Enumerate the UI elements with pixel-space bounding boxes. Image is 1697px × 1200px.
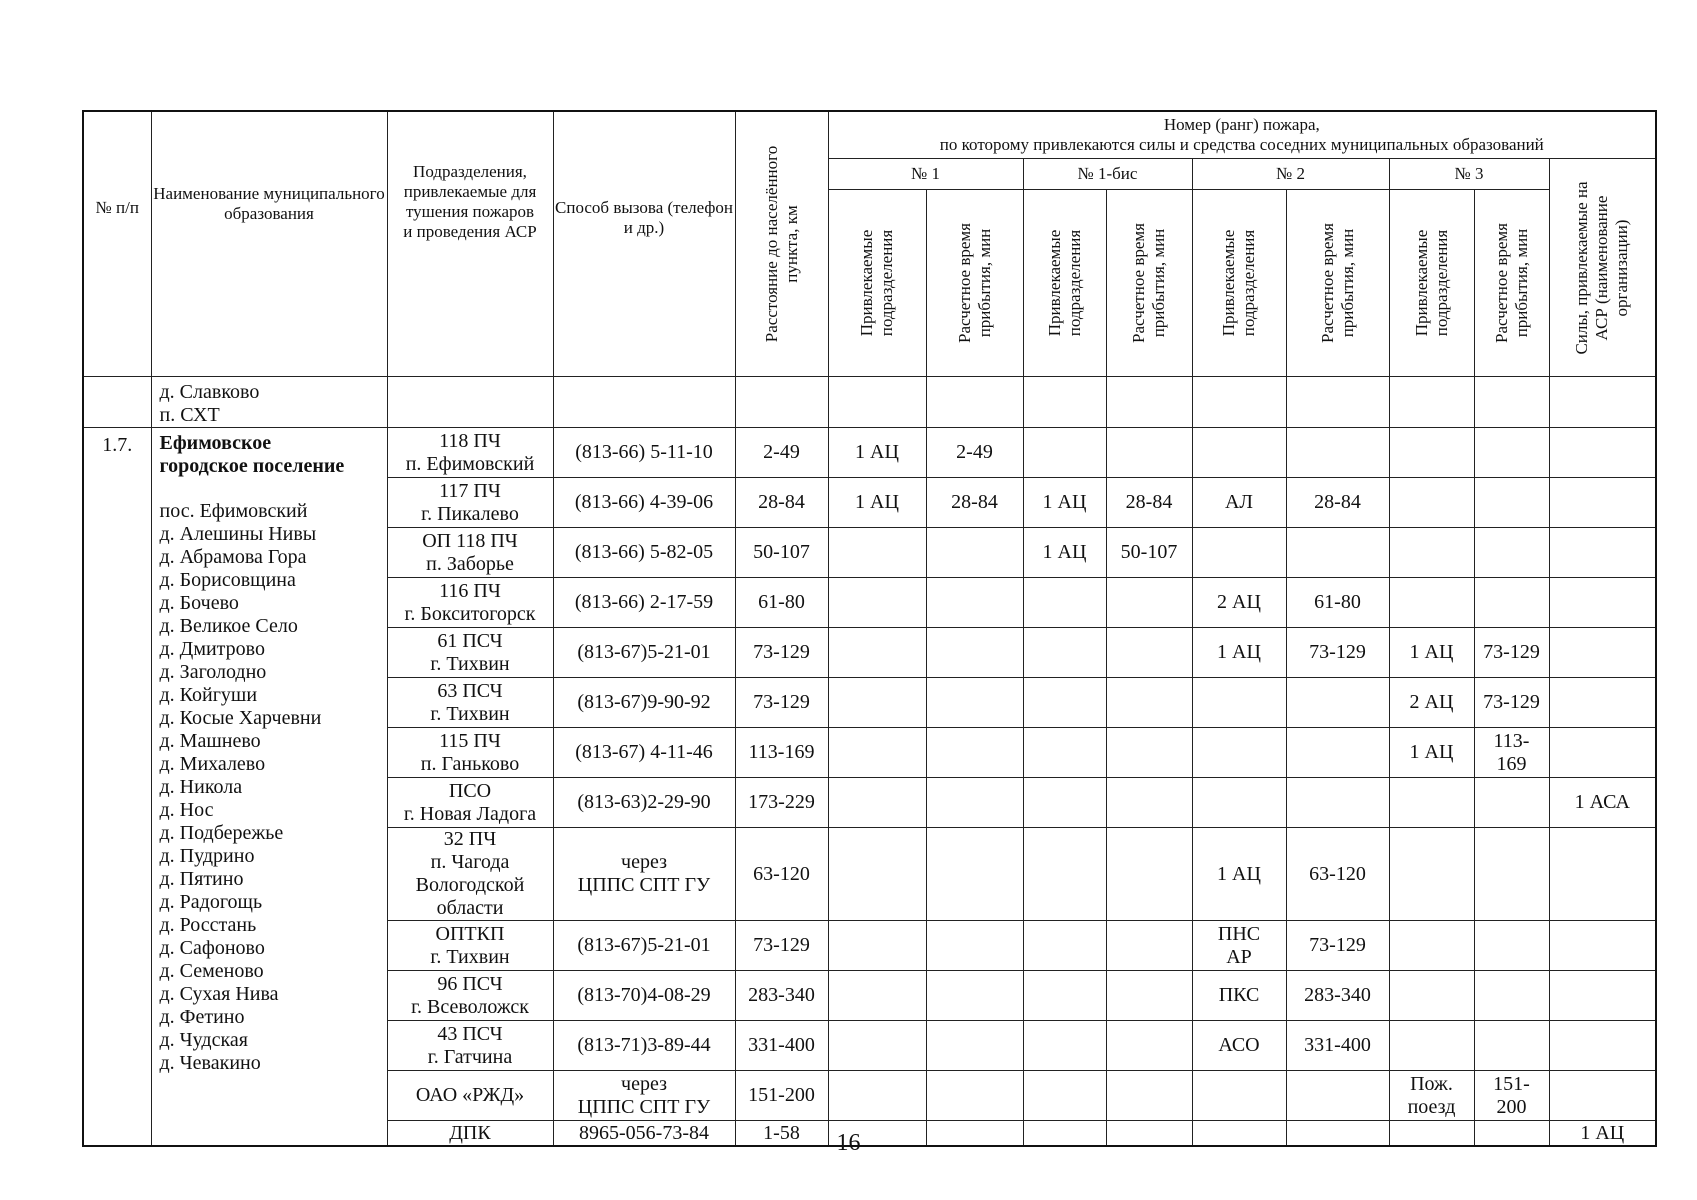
rank3-time-cell: 151- 200: [1474, 1071, 1549, 1121]
rank3-units-cell: [1389, 578, 1474, 628]
rank3-time-cell: [1474, 528, 1549, 578]
rank3-time-cell: [1474, 478, 1549, 528]
rank1bis-units-cell: [1023, 921, 1106, 971]
rank3-units-cell: Пож. поезд: [1389, 1071, 1474, 1121]
prev-num-cell: [83, 377, 151, 428]
unit-cell: ОАО «РЖД»: [387, 1071, 553, 1121]
distance-cell: 63-120: [735, 828, 828, 921]
rank2-time-cell: 73-129: [1286, 628, 1389, 678]
rank3-units-cell: [1389, 428, 1474, 478]
settlement-list: пос. Ефимовский д. Алешины Нивы д. Абрамова Гора д. Борисовщина д. Бочево д. Великое Село д. Дмитрово д. Заголодно д. Койгуши д. Косые Харчевни д. Машнево д. Михалево д. Никола д. Нос д. Подбережье д. Пудрино д. Пятино д. Радогощь д. Росстань д. Сафоново д. Семеново д. Сухая Нива д. Фетино д. Чудская д. Чевакино: [159, 500, 322, 1074]
rank1-units-cell: [828, 1071, 926, 1121]
rank1bis-units-cell: [1023, 828, 1106, 921]
rank3-units-cell: [1389, 528, 1474, 578]
rank2-units-cell: ПНС АР: [1192, 921, 1286, 971]
distance-cell: 28-84: [735, 478, 828, 528]
asr-cell: [1549, 971, 1656, 1021]
header-time-1: Расчетное время прибытия, мин: [926, 190, 1023, 377]
rank1bis-time-cell: [1106, 1021, 1192, 1071]
rank1-units-cell: [828, 971, 926, 1021]
rank3-time-cell: [1474, 828, 1549, 921]
header-distance: Расстояние до населённого пункта, км: [735, 111, 828, 377]
asr-cell: [1549, 728, 1656, 778]
unit-cell: ОПТКП г. Тихвин: [387, 921, 553, 971]
asr-cell: 1 АЦ: [1549, 1121, 1656, 1147]
distance-cell: 73-129: [735, 678, 828, 728]
rank2-units-cell: 1 АЦ: [1192, 828, 1286, 921]
rank2-time-cell: 28-84: [1286, 478, 1389, 528]
rank3-time-cell: [1474, 428, 1549, 478]
rank2-time-cell: [1286, 678, 1389, 728]
call-cell: через ЦППС СПТ ГУ: [553, 828, 735, 921]
unit-cell: 61 ПСЧ г. Тихвин: [387, 628, 553, 678]
header-group-3: № 3: [1389, 159, 1549, 190]
rank2-units-cell: 2 АЦ: [1192, 578, 1286, 628]
rank1-units-cell: 1 АЦ: [828, 428, 926, 478]
rank3-units-cell: [1389, 971, 1474, 1021]
header-time-1bis: Расчетное время прибытия, мин: [1106, 190, 1192, 377]
asr-cell: [1549, 921, 1656, 971]
distance-cell: 173-229: [735, 778, 828, 828]
rank2-units-cell: [1192, 728, 1286, 778]
call-cell: (813-67)5-21-01: [553, 921, 735, 971]
header-group-1: № 1: [828, 159, 1023, 190]
call-cell: (813-63)2-29-90: [553, 778, 735, 828]
rank3-units-cell: 1 АЦ: [1389, 728, 1474, 778]
unit-cell: 117 ПЧ г. Пикалево: [387, 478, 553, 528]
asr-cell: [1549, 1071, 1656, 1121]
rank1-units-cell: [828, 678, 926, 728]
rank1-units-cell: [828, 578, 926, 628]
rank2-time-cell: [1286, 428, 1389, 478]
prev-section-row: [83, 377, 1656, 428]
header-call: Способ вызова (телефон и др.): [553, 111, 735, 377]
rank2-time-cell: [1286, 528, 1389, 578]
rank1bis-units-cell: 1 АЦ: [1023, 478, 1106, 528]
distance-cell: 283-340: [735, 971, 828, 1021]
rank2-time-cell: [1286, 778, 1389, 828]
rank2-units-cell: 1 АЦ: [1192, 628, 1286, 678]
rank1-units-cell: [828, 828, 926, 921]
rank1-time-cell: [926, 728, 1023, 778]
asr-cell: [1549, 628, 1656, 678]
rank3-units-cell: [1389, 921, 1474, 971]
call-cell: через ЦППС СПТ ГУ: [553, 1071, 735, 1121]
page-number: 16: [836, 1130, 861, 1156]
rank1bis-units-cell: [1023, 778, 1106, 828]
rank1-time-cell: [926, 528, 1023, 578]
rank3-time-cell: 113- 169: [1474, 728, 1549, 778]
call-cell: (813-70)4-08-29: [553, 971, 735, 1021]
rank1bis-time-cell: 28-84: [1106, 478, 1192, 528]
rank1bis-units-cell: [1023, 728, 1106, 778]
rank2-time-cell: 73-129: [1286, 921, 1389, 971]
asr-cell: 1 АСА: [1549, 778, 1656, 828]
rank2-units-cell: [1192, 778, 1286, 828]
header-group-1bis: № 1-бис: [1023, 159, 1192, 190]
rank1-time-cell: [926, 628, 1023, 678]
rank3-units-cell: [1389, 828, 1474, 921]
header-muni: Наименование муниципального образования: [151, 111, 387, 377]
rank3-time-cell: 73-129: [1474, 628, 1549, 678]
rank1bis-units-cell: 1 АЦ: [1023, 528, 1106, 578]
rank1-time-cell: [926, 678, 1023, 728]
asr-cell: [1549, 578, 1656, 628]
rank2-time-cell: 63-120: [1286, 828, 1389, 921]
section-number: 1.7.: [83, 428, 151, 1147]
rank1bis-time-cell: [1106, 678, 1192, 728]
call-cell: 8965-056-73-84: [553, 1121, 735, 1147]
distance-cell: 73-129: [735, 921, 828, 971]
rank1-time-cell: [926, 578, 1023, 628]
rank3-units-cell: 2 АЦ: [1389, 678, 1474, 728]
section-title-line: Ефимовское: [159, 432, 272, 454]
rank1-time-cell: [926, 778, 1023, 828]
rank1-units-cell: [828, 1021, 926, 1071]
rank1-units-cell: [828, 528, 926, 578]
header-units: Подразделения, привлекаемые для тушения пожаров и проведения АСР: [387, 111, 553, 377]
rank1bis-units-cell: [1023, 1021, 1106, 1071]
rank1-units-cell: [828, 921, 926, 971]
rank2-units-cell: АСО: [1192, 1021, 1286, 1071]
header-units-2: Привлекаемые подразделения: [1192, 190, 1286, 377]
header-group-2: № 2: [1192, 159, 1389, 190]
call-cell: (813-66) 5-11-10: [553, 428, 735, 478]
prev-settlements: [151, 377, 387, 428]
rank2-units-cell: [1192, 528, 1286, 578]
rank1bis-time-cell: [1106, 728, 1192, 778]
rank1bis-units-cell: [1023, 578, 1106, 628]
rank1-units-cell: 1 АЦ: [828, 478, 926, 528]
rank1bis-time-cell: [1106, 971, 1192, 1021]
rank1bis-time-cell: [1106, 828, 1192, 921]
rank1-time-cell: 2-49: [926, 428, 1023, 478]
rank1bis-time-cell: [1106, 428, 1192, 478]
unit-cell: 32 ПЧ п. Чагода Вологодской области: [387, 828, 553, 921]
rank2-time-cell: [1286, 728, 1389, 778]
rank1bis-time-cell: [1106, 628, 1192, 678]
rank1bis-units-cell: [1023, 971, 1106, 1021]
unit-cell: ПСО г. Новая Ладога: [387, 778, 553, 828]
header-time-2: Расчетное время прибытия, мин: [1286, 190, 1389, 377]
unit-cell: 63 ПСЧ г. Тихвин: [387, 678, 553, 728]
rank3-units-cell: [1389, 1021, 1474, 1071]
rank1-time-cell: [926, 1071, 1023, 1121]
call-cell: (813-66) 4-39-06: [553, 478, 735, 528]
rank2-time-cell: 61-80: [1286, 578, 1389, 628]
rank2-time-cell: [1286, 1071, 1389, 1121]
rank3-units-cell: [1389, 778, 1474, 828]
distance-cell: 2-49: [735, 428, 828, 478]
rank1bis-time-cell: [1106, 778, 1192, 828]
rank3-units-cell: [1389, 478, 1474, 528]
distance-cell: 73-129: [735, 628, 828, 678]
asr-cell: [1549, 528, 1656, 578]
header-time-3: Расчетное время прибытия, мин: [1474, 190, 1549, 377]
rank1bis-time-cell: [1106, 1071, 1192, 1121]
header-asr: Силы, привлекаемые на АСР (наименование организации): [1549, 159, 1656, 377]
section-title-line: городское поселение: [159, 455, 345, 477]
call-cell: (813-66) 2-17-59: [553, 578, 735, 628]
rank1bis-time-cell: [1106, 921, 1192, 971]
header-units-1bis: Привлекаемые подразделения: [1023, 190, 1106, 377]
header-units-3: Привлекаемые подразделения: [1389, 190, 1474, 377]
header-units-1: Привлекаемые подразделения: [828, 190, 926, 377]
rank1-units-cell: [828, 628, 926, 678]
rank2-units-cell: [1192, 678, 1286, 728]
unit-cell: 115 ПЧ п. Ганьково: [387, 728, 553, 778]
call-cell: (813-67)9-90-92: [553, 678, 735, 728]
rank2-units-cell: [1192, 1071, 1286, 1121]
call-cell: (813-66) 5-82-05: [553, 528, 735, 578]
rank3-time-cell: [1474, 971, 1549, 1021]
unit-cell: ДПК: [387, 1121, 553, 1147]
asr-cell: [1549, 678, 1656, 728]
unit-cell: 118 ПЧ п. Ефимовский: [387, 428, 553, 478]
fire-forces-table: [82, 110, 1657, 1147]
rank1-units-cell: [828, 728, 926, 778]
distance-cell: 151-200: [735, 1071, 828, 1121]
call-cell: (813-71)3-89-44: [553, 1021, 735, 1071]
rank1bis-time-cell: 50-107: [1106, 528, 1192, 578]
rank1bis-time-cell: [1106, 578, 1192, 628]
unit-cell: 96 ПСЧ г. Всеволожск: [387, 971, 553, 1021]
prev-settlement: д. Славково: [159, 381, 260, 403]
section-municipality: [151, 428, 387, 1147]
asr-cell: [1549, 1021, 1656, 1071]
rank1bis-units-cell: [1023, 1071, 1106, 1121]
rank1-time-cell: [926, 971, 1023, 1021]
rank1bis-units-cell: [1023, 428, 1106, 478]
rank3-time-cell: 73-129: [1474, 678, 1549, 728]
unit-cell: ОП 118 ПЧ п. Заборье: [387, 528, 553, 578]
unit-cell: 43 ПСЧ г. Гатчина: [387, 1021, 553, 1071]
distance-cell: 331-400: [735, 1021, 828, 1071]
distance-cell: 1-58: [735, 1121, 828, 1147]
rank1bis-units-cell: [1023, 678, 1106, 728]
header-num: № п/п: [83, 111, 151, 377]
rank2-units-cell: [1192, 428, 1286, 478]
call-cell: (813-67)5-21-01: [553, 628, 735, 678]
distance-cell: 50-107: [735, 528, 828, 578]
rank3-time-cell: [1474, 578, 1549, 628]
unit-cell: 116 ПЧ г. Бокситогорск: [387, 578, 553, 628]
asr-cell: [1549, 828, 1656, 921]
header-rank-title: Номер (ранг) пожара, по которому привлекаются силы и средства соседних муниципальных образований: [828, 111, 1656, 159]
rank3-units-cell: 1 АЦ: [1389, 628, 1474, 678]
rank1-time-cell: [926, 1021, 1023, 1071]
rank2-time-cell: 331-400: [1286, 1021, 1389, 1071]
distance-cell: 61-80: [735, 578, 828, 628]
rank2-units-cell: ПКС: [1192, 971, 1286, 1021]
prev-settlement: п. СХТ: [159, 404, 220, 426]
rank2-units-cell: АЛ: [1192, 478, 1286, 528]
rank1bis-units-cell: [1023, 628, 1106, 678]
rank3-time-cell: [1474, 778, 1549, 828]
asr-cell: [1549, 478, 1656, 528]
rank2-time-cell: 283-340: [1286, 971, 1389, 1021]
rank1-time-cell: [926, 828, 1023, 921]
asr-cell: [1549, 428, 1656, 478]
rank1-units-cell: [828, 778, 926, 828]
section-title: [160, 428, 387, 478]
table-row: [83, 428, 1656, 478]
rank3-time-cell: [1474, 1021, 1549, 1071]
rank1-time-cell: [926, 921, 1023, 971]
call-cell: (813-67) 4-11-46: [553, 728, 735, 778]
distance-cell: 113-169: [735, 728, 828, 778]
rank3-time-cell: [1474, 921, 1549, 971]
rank1-time-cell: 28-84: [926, 478, 1023, 528]
